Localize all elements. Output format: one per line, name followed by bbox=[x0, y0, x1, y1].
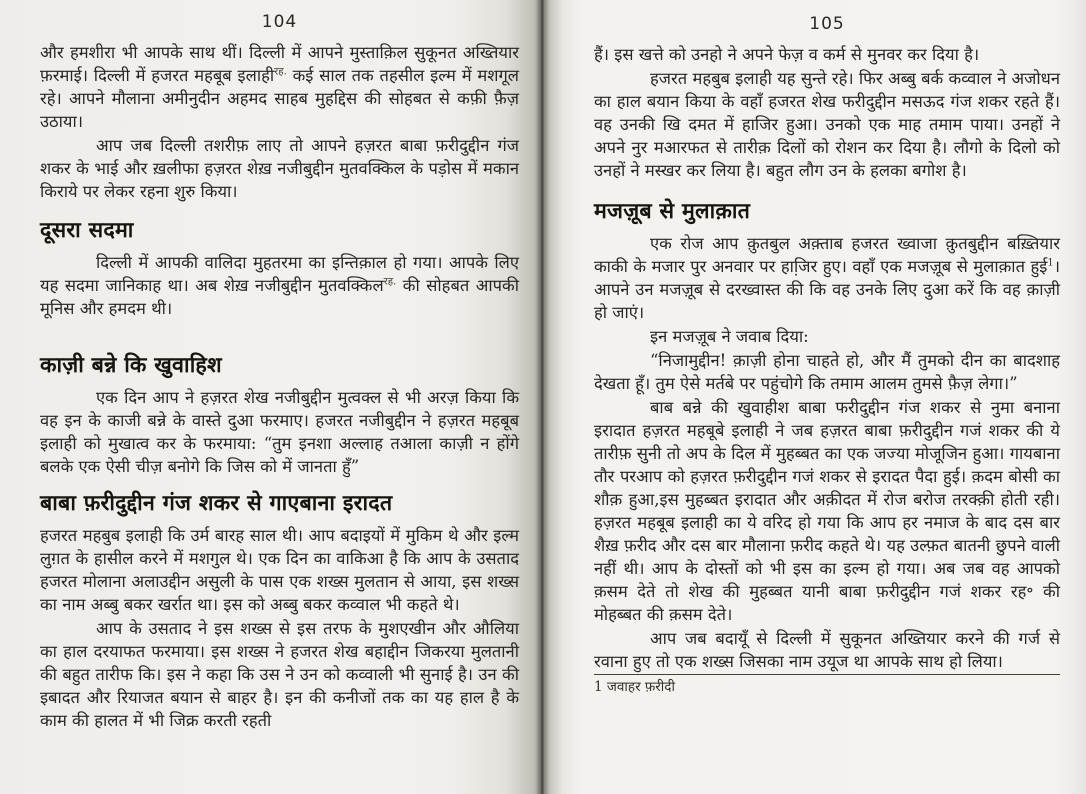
footnote-separator bbox=[594, 674, 1060, 675]
paragraph: बाब बन्ने की खुवाहीश बाबा फरीदुद्दीन गंज शकर से नुमा बनाना इरादात हज़रत महबूबे इलाही ने जब हज़रत बाबा फ़रीदुद्दीन गजं शकर की ये तारीफ़ सुनी तो अप के दिल में मुहब्बत का एक जज्या मोजूजिन हुआ। गायबाना तौर परआप को हज़रत फ़रीदुद्दीन गजं शकर से इरादत पैदा हुई। क़दम बोसी का शौक़ हुआ,इस मुहब्बत इरादात और अक़ीदत में रोज बरोज तरक्क़ी होती रही। हज़रत महबूब इलाही का ये वरिद हो गया कि आप हर नमाज के बाद दस बार शैख़ फ़रीद और दस बार मौलाना फ़रीद कहते थे। यह उल्फ़त बातनी छुपने वाली नहीं थी। आप के दोस्तों को भी इस का इल्म हो गया। अब जब वह आपको क़सम देते तो शेख की मुहब्बत यानी बाबा फ़रीदुद्दीन गजं शकर रह॰ की मोहब्बत की क़सम देते। bbox=[594, 398, 1060, 624]
paragraph: दिल्ली में आपकी वालिदा मुहतरमा का इन्तिक़ाल हो गया। आपके लिए यह सदमा जानिकाह था। अब शेख़ नजीबुद्दीन मुतवक्किल$^{रह.}$ की सोहबत आपकी मूनिस और हमदम थी। bbox=[40, 253, 519, 318]
page-body bbox=[40, 41, 519, 732]
paragraph: एक रोज आप क़ुतबुल अक़्ताब हजरत ख्वाजा क़ुतबुद्दीन बख़्तियार काकी के मजार पुर अनवार पर हाजि़र हुए। वहाँ एक मजज़ूब से मुलाक़ात हुई$^1$। आपने उन मजज़ूब से दरख्वास्त की कि वह उनके लिए दुआ करें कि वह क़ाज़ी हो जाएं। bbox=[594, 234, 1060, 322]
paragraph: आप के उसताद ने इस शख्स से इस तरफ के मुशएखीन और औलिया का हाल दरयाफत फरमाया। इस शख्स ने हजरत शेख बहाद्दीन जिकरया मुलतानी की बहुत तारीफ कि। इस ने कहा कि उस ने उन को कव्वाली भी सुनाई है। उन की इबादत और रियाजत बयान से बाहर है। इन की कनीजों तक का यह हाल है के काम की हालत में भी जिक्र करती रहती bbox=[40, 619, 519, 730]
superscript-mark: रह. bbox=[383, 276, 397, 288]
footnote: 1 जवाहर फ़रीदी bbox=[594, 679, 675, 695]
superscript-mark: 1 bbox=[1047, 257, 1054, 269]
paragraph: “निजामुद्दीन! क़ाज़ी होना चाहते हो, और मैं तुमको दीन का बादशाह देखता हूँ। तुम ऐसे मर्तबे पर पहुंचोगे कि तमाम आलम तुमसे फ़ैज़ लेगा।” bbox=[594, 351, 1060, 393]
superscript-mark: रह. bbox=[274, 66, 287, 78]
paragraph: हजरत महबुब इलाही यह सुन्ते रहे। फिर अब्बु बर्क कव्वाल ने अजोधन का हाल बयान किया के वहाँ हजरत शेख फरीदुद्दीन मसऊद गंज शकर रहते हैं। वह उनकी खि दमत में हाजिर हुआ। उनको एक माह तमाम पाया। उनहों ने अपने नुर मआरफत से तारीक़ दिलों को रोशन कर दिया है। लौगो के दिलो को उनहों ने मस्खर कर लिया है। बहुत लौग उन के हलका बगोश है। bbox=[594, 69, 1060, 180]
page-body bbox=[594, 43, 1060, 673]
paragraph: हैं। इस खत्ते को उनहो ने अपने फेज़ व कर्म से मुनवर कर दिया है। bbox=[594, 45, 980, 64]
section-heading: दूसरा सदमा bbox=[40, 218, 134, 243]
paragraph: एक दिन आप ने हज़रत शेख नजीबुद्दीन मुत्वक्ल से भी अरज़ किया कि वह इन के काजी बन्ने के वास्ते दुआ फरमाए। हजरत नजीबुद्दीन ने हज़रत महबूब इलाही को मुखात्व कर के फरमाया: “तुम इनशा अल्लाह तआला काज़ी न होंगे बलके एक ऐसी चीज़ बनोगे कि जिस को में जानता हुँ” bbox=[40, 388, 519, 476]
page-105 bbox=[544, 0, 1086, 794]
section-heading: बाबा फ़रीदुद्दीन गंज शकर से गाएबाना इरादत bbox=[40, 491, 393, 516]
page-number-left: 104 bbox=[261, 12, 298, 32]
paragraph: आप जब दिल्ली तशरीफ़ लाए तो आपने हज़रत बाबा फ़रीदुद्दीन गंज शकर के भाई और ख़लीफा हज़रत शेख़ नजीबुद्दीन मुतवक्किल के पड़ोस में मकान किराये पर लेकर रहना शुरु किया। bbox=[40, 136, 519, 201]
paragraph: इन मजज़ूब ने जवाब दिया: bbox=[650, 327, 809, 346]
section-heading: काज़ी बन्ने कि खुवाहिश bbox=[40, 353, 222, 378]
page-104-content bbox=[40, 12, 519, 732]
paragraph: और हमशीरा भी आपके साथ थीं। दिल्ली में आपने मुस्ताक़िल सुकूनत अख्तियार फ़रमाई। दिल्ली में हजरत महबूब इलाही$^{रह.}$ कई साल तक तहसील इल्म में मशगूल रहे। आपने मौलाना अमीनुदीन अहमद साहब मुहद्दिस की सोहबत से कफ़ी फ़ैज़ उठाया। bbox=[40, 43, 519, 131]
section-heading: मजज़ूब से मुलाक़ात bbox=[594, 199, 751, 224]
paragraph: आप जब बदायूँ से दिल्ली में सुकूनत अख्तियार करने की गर्ज से रवाना हुए तो एक शख्स जिसका नाम उयूज था आपके साथ हो लिया। bbox=[594, 629, 1060, 671]
page-number-right: 105 bbox=[809, 14, 845, 34]
page-105-content bbox=[594, 14, 1060, 696]
paragraph: हजरत महबुब इलाही कि उर्म बारह साल थी। आप बदाइयों में मुकिम थे और इल्म लुग़त के हासील करने में मशगुल थे। एक दिन का वाकिआ है कि आप के उसताद हजरत मोलाना अलाउद्दीन असुली के पास एक शख्स मुलतान से आया, इस शख्स का नाम अब्बु बकर खर्रात था। इस को अब्बु बकर कव्वाल भी कहते थे। bbox=[40, 526, 519, 614]
